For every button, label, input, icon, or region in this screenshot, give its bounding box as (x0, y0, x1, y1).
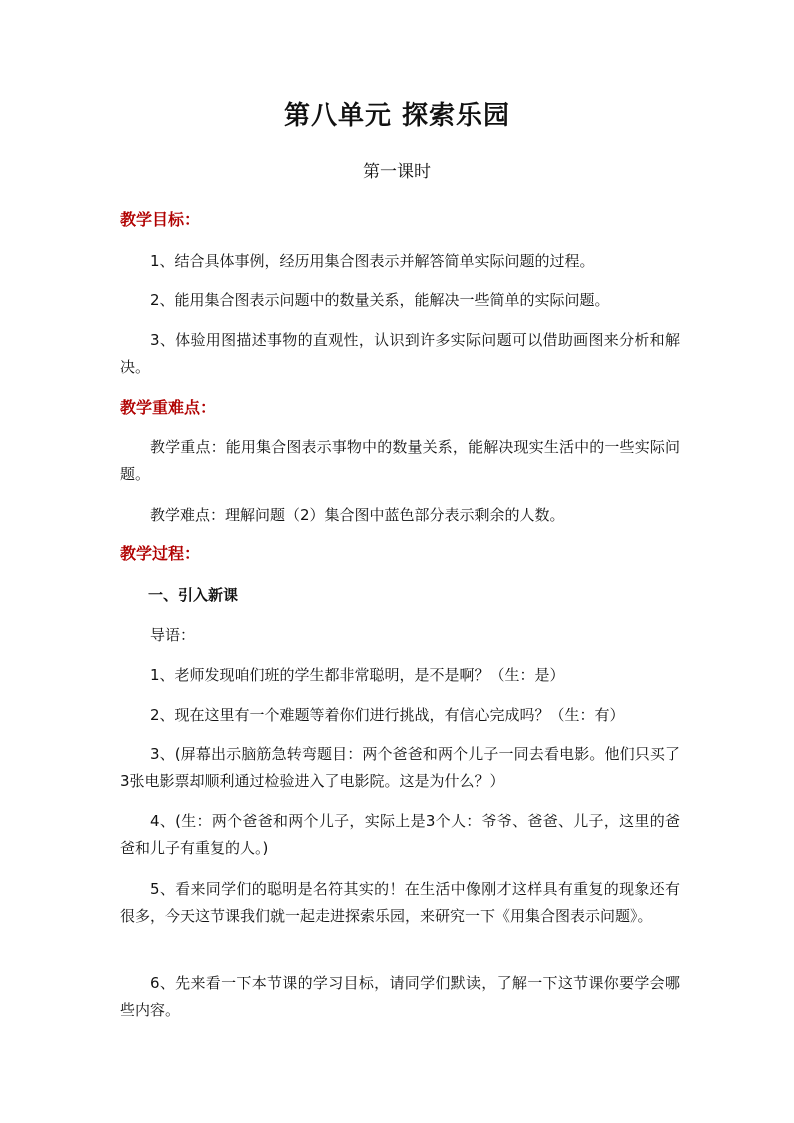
process-item-6: 6、先来看一下本节课的学习目标，请同学们默读，了解一下这节课你要学会哪些内容。 (120, 974, 680, 1019)
process-item-2: 2、现在这里有一个难题等着你们进行挑战，有信心完成吗？（生：有） (150, 706, 625, 724)
process-item-4: 4、(生：两个爸爸和两个儿子，实际上是3个人：爷爷、爸爸、儿子，这里的爸爸和儿子有重复的人。) (120, 812, 680, 857)
key-points-heading: 教学重难点： (120, 398, 217, 417)
process-item-1: 1、老师发现咱们班的学生都非常聪明，是不是啊？（生：是） (150, 666, 565, 684)
key-point-item-1: 教学重点：能用集合图表示事物中的数量关系，能解决现实生活中的一些实际问题。 (120, 438, 680, 483)
process-intro: 导语： (150, 626, 196, 644)
process-subheading: 一、引入新课 (148, 586, 239, 604)
objective-item-1: 1、结合具体事例，经历用集合图表示并解答简单实际问题的过程。 (150, 252, 595, 270)
key-point-item-2: 教学难点：理解问题（2）集合图中蓝色部分表示剩余的人数。 (150, 506, 565, 524)
objectives-heading: 教学目标： (120, 210, 201, 229)
process-item-5: 5、看来同学们的聪明是名符其实的！在生活中像刚才这样具有重复的现象还有很多，今天这节课我们就一起走进探索乐园，来研究一下《用集合图表示问题》。 (120, 880, 680, 925)
process-item-3: 3、(屏幕出示脑筋急转弯题目：两个爸爸和两个儿子一同去看电影。他们只买了3张电影票却顺利通过检验进入了电影院。这是为什么？） (120, 745, 680, 790)
process-heading: 教学过程： (120, 544, 201, 563)
objective-item-3: 3、体验用图描述事物的直观性，认识到许多实际问题可以借助画图来分析和解决。 (120, 331, 680, 376)
objective-item-2: 2、能用集合图表示问题中的数量关系，能解决一些简单的实际问题。 (150, 291, 610, 309)
document-subtitle: 第一课时 (363, 162, 431, 182)
document-title: 第八单元 探索乐园 (283, 101, 511, 131)
